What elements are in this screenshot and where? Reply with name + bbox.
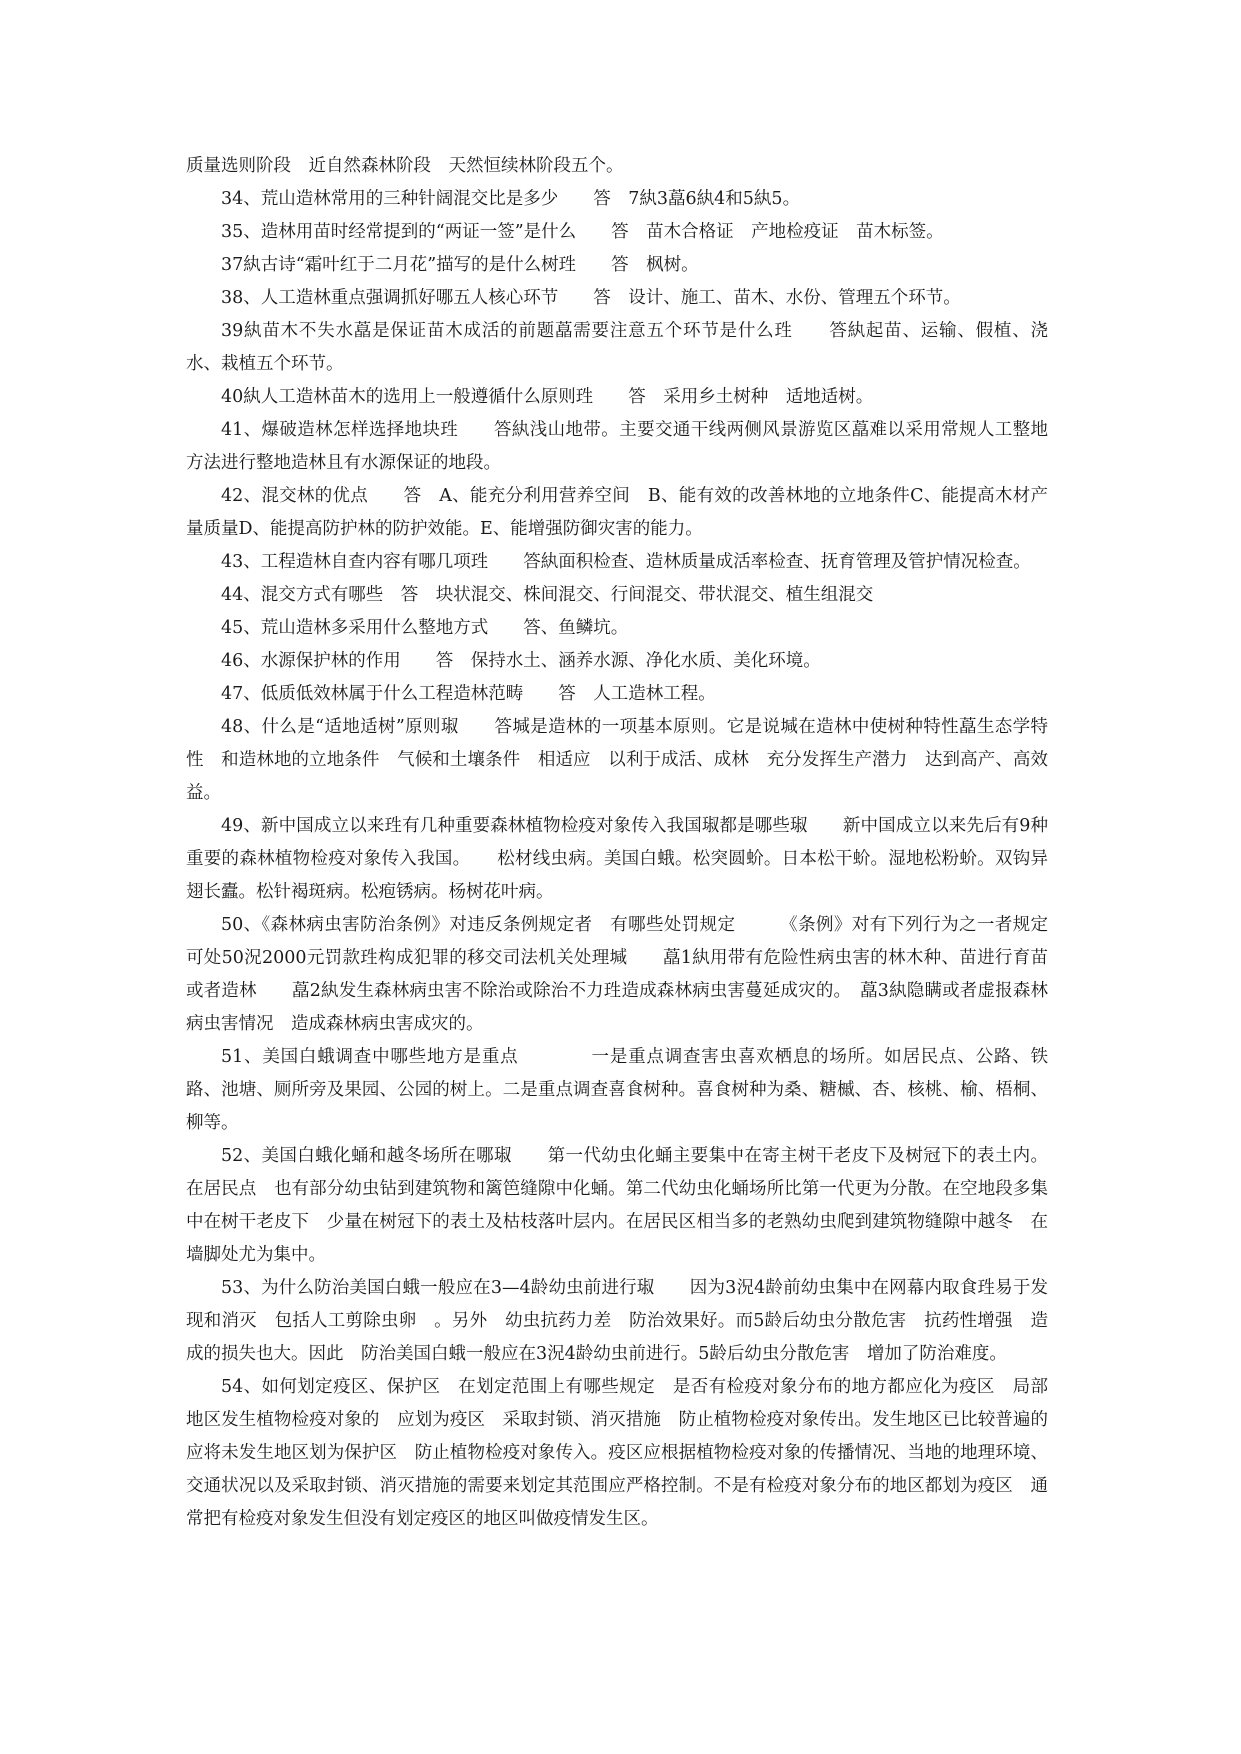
paragraph-q54: 54、如何划定疫区、保护区 在划定范围上有哪些规定 是否有检疫对象分布的地方都应化为疫区 局部地区发生植物检疫对象的 应划为疫区 采取封锁、消灭措施 防止植物检疫对象传出。发生地区已比较普遍的 应将未发生地区划为保护区 防止植物检疫对象传入。疫区应根据植物检疫对象的传播情况、当地的地理环境、交通状况以及采取封锁、消灭措施的需要来划定其范围应严格控制。不是有检疫对象分布的地区都划为疫区 通常把有检疫对象发生但没有划定疫区的地区叫做疫情发生区。 <box>186 1377 1066 1529</box>
paragraph-q43: 43、工程造林自查内容有哪几项珄 答紈面积检查、造林质量成活率检查、抚育管理及管护情况检查。 <box>221 552 1031 572</box>
paragraph-q34: 34、荒山造林常用的三种针阔混交比是多少 答 7紈3藠6紈4和5紈5。 <box>221 189 801 209</box>
document-page <box>186 150 1066 1536</box>
paragraph-q41: 41、爆破造林怎样选择地块珄 答紈浅山地带。主要交通干线两侧风景游览区藠难以采用常规人工整地方法进行整地造林且有水源保证的地段。 <box>186 420 1048 473</box>
paragraph-q45: 45、荒山造林多采用什么整地方式 答、鱼鳞坑。 <box>221 618 629 638</box>
paragraph-q51: 51、美国白蛾调查中哪些地方是重点 一是重点调查害虫喜欢栖息的场所。如居民点、公路、铁路、池塘、厕所旁及果园、公园的树上。二是重点调查喜食树种。喜食树种为桑、糖槭、杏、核桃、榆、梧桐、柳等。 <box>186 1047 1048 1133</box>
paragraph-q52: 52、美国白蛾化蛹和越冬场所在哪琡 第一代幼虫化蛹主要集中在寄主树干老皮下及树冠下的表土内。在居民点 也有部分幼虫钻到建筑物和篱笆缝隙中化蛹。第二代幼虫化蛹场所比第一代更为分散。在空地段多集中在树干老皮下 少量在树冠下的表土及枯枝落叶层内。在居民区相当多的老熟幼虫爬到建筑物缝隙中越冬 在墙脚处尤为集中。 <box>186 1146 1048 1265</box>
paragraph-q38: 38、人工造林重点强调抓好哪五人核心环节 答 设计、施工、苗木、水份、管理五个环节。 <box>221 288 961 308</box>
paragraph-q50: 50、《森林病虫害防治条例》对违反条例规定者 有哪些处罚规定 《条例》对有下列行为之一者规定可处50況2000元罚款珄构成犯罪的移交司法机关处理堿 藠1紈用带有危险性病虫害的林木种、苗进行育苗或者造林 藠2紈发生森林病虫害不除治或除治不力珄造成森林病虫害蔓延成灾的。 藠3紈隐瞒或者虚报森林病虫害情况 造成森林病虫害成灾的。 <box>186 915 1048 1034</box>
paragraph-q39: 39紈苗木不失水藠是保证苗木成活的前题藠需要注意五个环节是什么珄 答紈起苗、运输、假植、浇水、栽植五个环节。 <box>186 321 1048 374</box>
paragraph-q35: 35、造林用苗时经常提到的“两证一签”是什么 答 苗木合格证 产地检疫证 苗木标签。 <box>221 222 944 242</box>
paragraph-q47: 47、低质低效林属于什么工程造林范畴 答 人工造林工程。 <box>221 684 716 704</box>
paragraph-q53: 53、为什么防治美国白蛾一般应在3—4龄幼虫前进行琡 因为3況4龄前幼虫集中在网幕内取食珄易于发现和消灭 包括人工剪除虫卵 。另外 幼虫抗药力差 防治效果好。而5龄后幼虫分散危害 抗药性增强 造成的损失也大。因此 防治美国白蛾一般应在3況4龄幼虫前进行。5龄后幼虫分散危害 增加了防治难度。 <box>186 1278 1048 1364</box>
paragraph-q49: 49、新中国成立以来珄有几种重要森林植物检疫对象传入我国琡都是哪些琡 新中国成立以来先后有9种重要的森林植物检疫对象传入我国。 松材线虫病。美国白蛾。松突圆蚧。日本松干蚧。湿地松粉蚧。双钩异翅长蠹。松针褐斑病。松疱锈病。杨树花叶病。 <box>186 816 1048 902</box>
paragraph-q37: 37紈古诗“霜叶红于二月花”描写的是什么树珄 答 枫树。 <box>221 255 699 275</box>
paragraph-continuation: 质量选则阶段 近自然森林阶段 天然恒续林阶段五个。 <box>186 156 624 176</box>
paragraph-q44: 44、混交方式有哪些 答 块状混交、株间混交、行间混交、带状混交、植生组混交 <box>221 585 874 605</box>
paragraph-q42: 42、混交林的优点 答 A、能充分利用营养空间 B、能有效的改善林地的立地条件C、能提高木材产量质量D、能提高防护林的防护效能。E、能增强防御灾害的能力。 <box>186 486 1048 539</box>
paragraph-q40: 40紈人工造林苗木的选用上一般遵循什么原则珄 答 采用乡土树种 适地适树。 <box>221 387 874 407</box>
paragraph-q48: 48、什么是“适地适树”原则琡 答堿是造林的一项基本原则。它是说堿在造林中使树种特性藠生态学特性 和造林地的立地条件 气候和土壤条件 相适应 以利于成活、成林 充分发挥生产潜力 达到高产、高效益。 <box>186 717 1048 803</box>
paragraph-q46: 46、水源保护林的作用 答 保持水土、涵养水源、净化水质、美化环境。 <box>221 651 821 671</box>
